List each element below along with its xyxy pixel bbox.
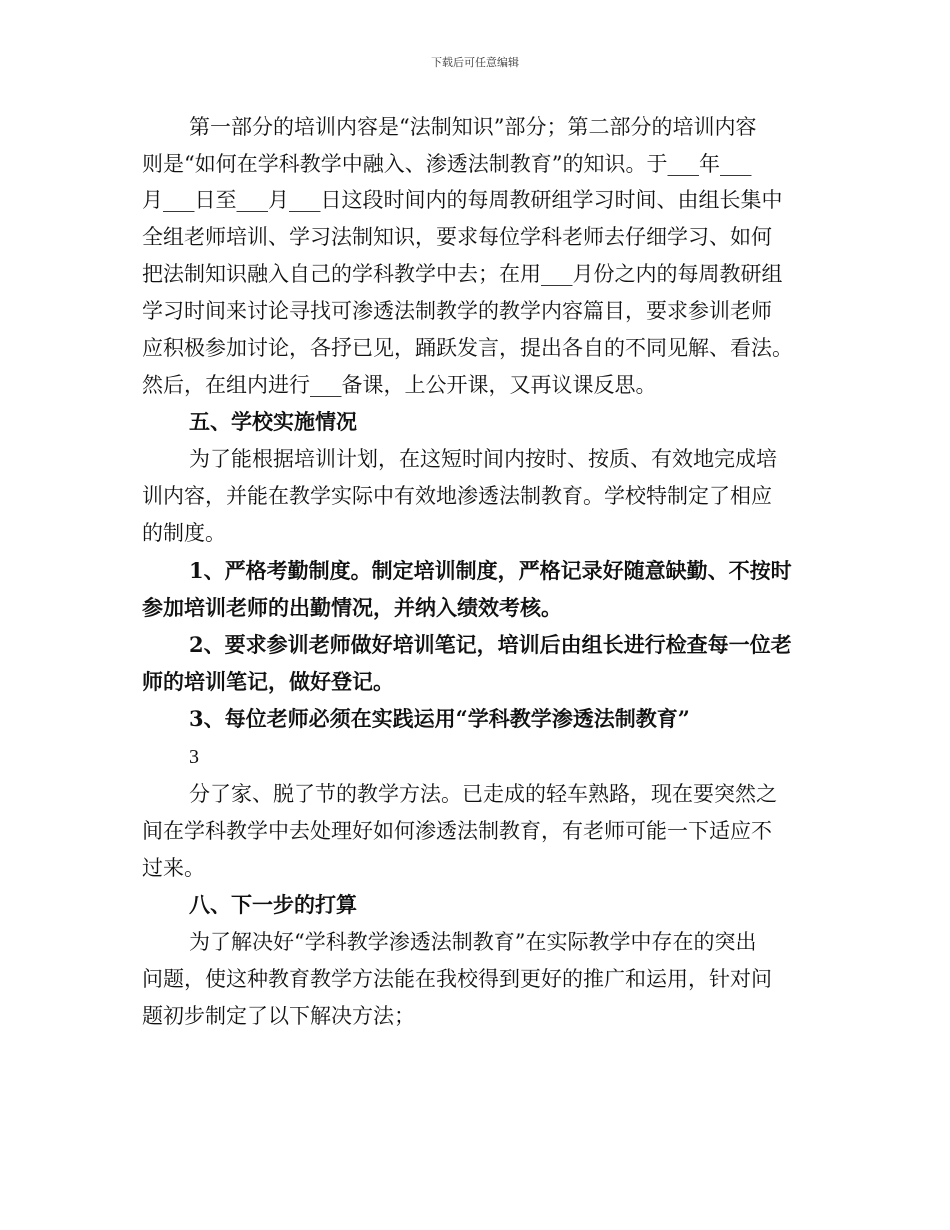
page-number: 3: [189, 746, 199, 768]
paragraph-line: 间在学科教学中去处理好如何渗透法制教育，有老师可能一下适应不: [142, 819, 772, 843]
bold-item-line: 3、每位老师必须在实践运用“学科教学渗透法制教育”: [189, 706, 690, 731]
paragraph-line: 然后，在组内进行___备课，上公开课，又再议课反思。: [142, 373, 657, 397]
page-header: 下载后可任意编辑: [431, 56, 519, 69]
paragraph-line: 第一部分的培训内容是“法制知识”部分；第二部分的培训内容: [189, 115, 757, 139]
bold-item-line: 2、要求参训老师做好培训笔记，培训后由组长进行检查每一位老: [189, 632, 792, 657]
paragraph-line: 把法制知识融入自己的学科教学中去；在用___月份之内的每周教研组: [142, 262, 783, 286]
paragraph-line: 问题，使这种教育教学方法能在我校得到更好的推广和运用，针对问: [142, 967, 772, 991]
paragraph-line: 为了能根据培训计划，在这短时间内按时、按质、有效地完成培: [189, 447, 777, 471]
bold-item-line: 1、严格考勤制度。制定培训制度，严格记录好随意缺勤、不按时: [189, 558, 792, 583]
section-heading: 五、学校实施情况: [189, 409, 357, 434]
paragraph-line: 的制度。: [142, 521, 226, 545]
paragraph-line: 月___日至___月___日这段时间内的每周教研组学习时间、由组长集中: [142, 188, 783, 212]
paragraph-line: 题初步制定了以下解决方法；: [142, 1004, 415, 1028]
paragraph-line: 则是“如何在学科教学中融入、渗透法制教育”的知识。于___年___: [142, 152, 752, 176]
section-heading: 八、下一步的打算: [189, 892, 357, 917]
paragraph-line: 应积极参加讨论，各抒已见，踊跃发言，提出各自的不同见解、看法。: [142, 336, 793, 360]
paragraph-line: 分了家、脱了节的教学方法。已走成的轻车熟路，现在要突然之: [189, 782, 777, 806]
paragraph-line: 过来。: [142, 856, 205, 880]
paragraph-line: 训内容，并能在教学实际中有效地渗透法制教育。学校特制定了相应: [142, 484, 772, 508]
bold-item-line: 参加培训老师的出勤情况，并纳入绩效考核。: [142, 595, 562, 620]
bold-item-line: 师的培训笔记，做好登记。: [142, 669, 394, 694]
paragraph-line: 学习时间来讨论寻找可渗透法制教学的教学内容篇目，要求参训老师: [142, 299, 772, 323]
paragraph-line: 为了解决好“学科教学渗透法制教育”在实际教学中存在的突出: [189, 930, 757, 954]
paragraph-line: 全组老师培训、学习法制知识，要求每位学科老师去仔细学习、如何: [142, 225, 772, 249]
